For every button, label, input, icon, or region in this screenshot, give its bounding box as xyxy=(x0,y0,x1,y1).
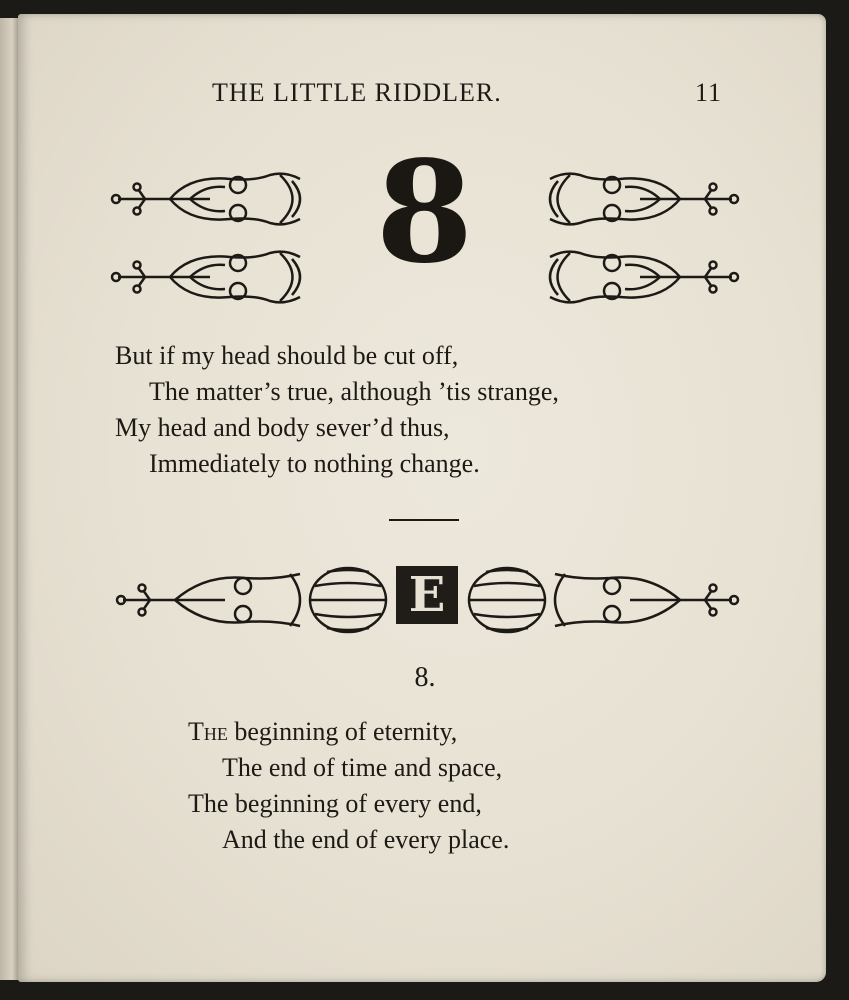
running-title: THE LITTLE RIDDLER. xyxy=(212,78,502,107)
verse-first-word: The xyxy=(188,717,228,746)
answer-figure: 8 xyxy=(375,131,474,295)
verse-line: And the end of every place. xyxy=(222,825,510,854)
verse-line: My head and body sever’d thus, xyxy=(115,413,450,442)
verse-line xyxy=(188,714,509,750)
page-number: 11 xyxy=(694,78,722,107)
section-letter: E xyxy=(396,566,458,624)
verse-line: The matter’s true, although ’tis strange, xyxy=(149,377,559,406)
verse-line: The beginning of every end, xyxy=(188,789,482,818)
verse-line: The end of time and space, xyxy=(222,753,503,782)
riddle-verse xyxy=(188,714,509,858)
divider-rule xyxy=(389,519,459,521)
verse-line: But if my head should be cut off, xyxy=(115,341,459,370)
verse-line: Immediately to nothing change. xyxy=(149,449,480,478)
floral-ornament-right xyxy=(540,165,740,310)
left-page-edge xyxy=(0,18,20,980)
answer-verse xyxy=(115,338,559,482)
verse-first-line-rest: beginning of eternity, xyxy=(227,717,458,746)
riddle-number: 8. xyxy=(414,662,436,693)
floral-ornament-left xyxy=(110,165,310,310)
